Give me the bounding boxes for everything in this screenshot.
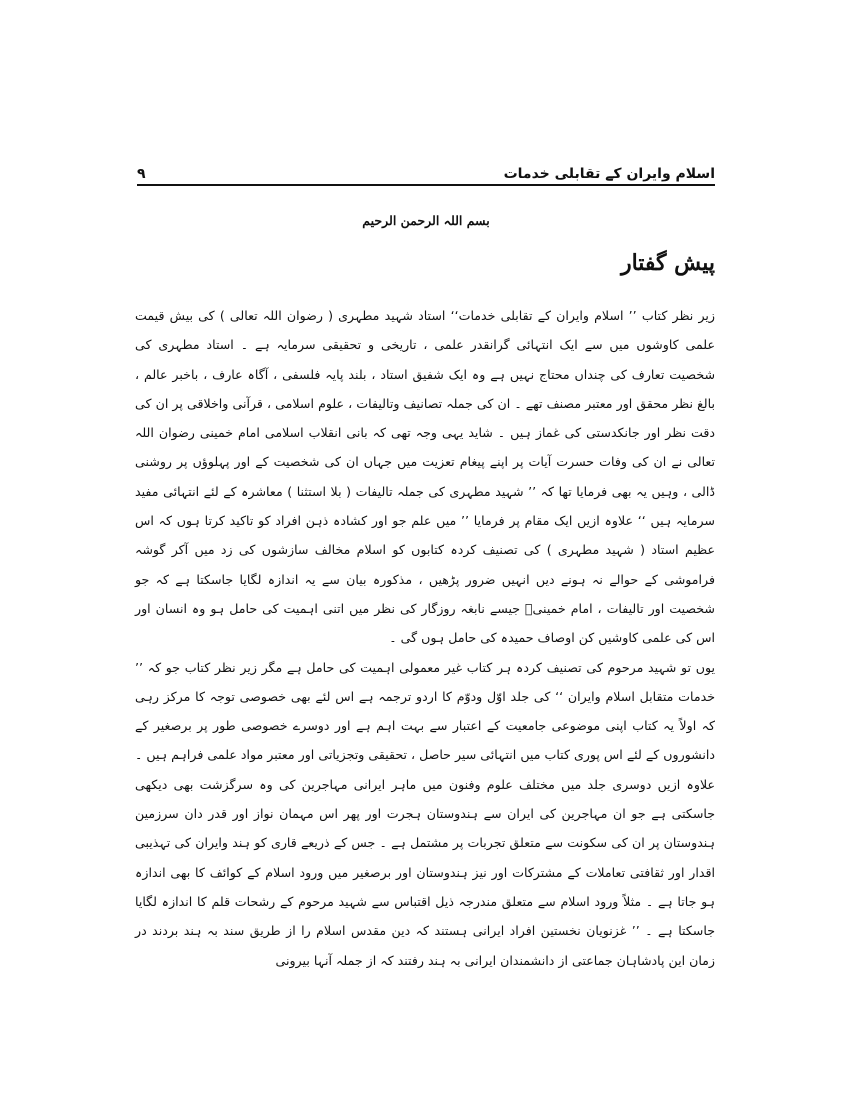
paragraph-2: یوں تو شہید مرحوم کی تصنیف کردہ ہر کتاب غیر معمولی اہمیت کی حامل ہے مگر زیر نظر کتاب جو کہ ’’ خدمات متقابل اسلام وایران ‘‘ کی جلد اوّل ودوّم کا اردو ترجمہ ہے اس لئے بھی خصوصی توجہ کا مرکز رہی کہ اولاً یہ کتاب اپنی موضوعی جامعیت کے اعتبار سے بہت اہم ہے اور دوسرے خصوصی طور پر برصغیر کے دانشوروں کے لئے اس پوری کتاب میں انتہائی سیر حاصل ، تحقیقی وتجزیاتی اور معتبر مواد علمی فراہم ہیں ۔ علاوہ ازیں دوسری جلد میں مختلف علوم وفنون میں ماہر ایرانی مہاجرین کی وہ سرگزشت بھی دیکھی جاسکتی ہے جو ان مہاجرین کی ایران سے ہندوستان ہجرت اور پھر اس مہمان نواز اور قدر دان سرزمین ہندوستان پر ان کی سکونت سے متعلق تجربات پر مشتمل ہے ۔ جس کے ذریعے قاری کو ہند وایران کی تہذیبی اقدار اور ثقافتی تعاملات کے مشترکات اور نیز ہندوستان اور برصغیر میں ورود اسلام کے کوائف کا بھی اندازہ ہو جاتا ہے ۔ مثلاً ورود اسلام سے متعلق مندرجہ ذیل اقتباس سے شہید مرحوم کے رشحات قلم کا اندازہ لگایا جاسکتا ہے ۔ ’’ غزنویان نخستین افراد ایرانی ہستند کہ دین مقدس اسلام را از طریق سند بہ ہند بردند در زمان این پادشاہان جماعتی از دانشمندان ایرانی بہ ہند رفتند کہ از جملہ آنہا بیرونی <box>135 659 715 968</box>
paragraph-1: زیر نظر کتاب ’’ اسلام وایران کے تقابلی خدمات‘‘ استاد شہید مطہری ( رضوان اللہ تعالی ) کی بیش قیمت علمی کاوشوں میں سے ایک انتہائی گرانقدر علمی ، تاریخی و تحقیقی سرمایہ ہے ۔ استاد مطہری کی شخصیت تعارف کی چنداں محتاج نہیں ہے وہ ایک شفیق استاد ، بلند پایہ فلسفی ، آگاہ عارف ، باخبر عالم ، بالغ نظر محقق اور معتبر مصنف تھے ۔ ان کی جملہ تصانیف وتالیفات ، علوم اسلامی ، قرآنی واخلاقی پر ان کی دقت نظر اور جانکدستی کی غماز ہیں ۔ شاید یہی وجہ تھی کہ بانی انقلاب اسلامی امام خمینی رضوان اللہ تعالی نے ان کی وفات حسرت آیات پر اپنے پیغام تعزیت میں جہاں ان کی شخصیت کے اور پہلوؤں پر روشنی ڈالی ، وہیں یہ بھی فرمایا تھا کہ ’’ شہید مطہری کی جملہ تالیفات ( بلا استثنا ) معاشرہ کے لئے انتہائی مفید سرمایہ ہیں ‘‘ علاوہ ازیں ایک مقام پر فرمایا ’’ میں علم جو اور کشادہ ذہن افراد کو تاکید کرتا ہوں کہ اس عظیم استاد ( شہید مطہری ) کی تصنیف کردہ کتابوں کو اسلام مخالف سازشوں کی زد میں آکر گوشہ فراموشی کے حوالے نہ ہونے دیں انہیں ضرور پڑھیں ، مذکورہ بیان سے یہ اندازہ لگایا جاسکتا ہے کہ جو شخصیت اور تالیفات ، امام خمینیؒ جیسے نابغہ روزگار کی نظر میں اتنی اہمیت کی حامل ہو وہ انسان اور اس کی علمی کاوشیں کن اوصاف حمیدہ کی حامل ہوں گی ۔ <box>135 308 715 646</box>
page-header <box>137 160 715 186</box>
running-title: اسلام وایران کے تقابلی خدمات <box>503 166 715 182</box>
bismillah: بسم اللہ الرحمن الرحیم <box>362 213 490 228</box>
page-number: ۹ <box>137 166 146 182</box>
section-heading: پیش گفتار <box>620 250 715 276</box>
body-text <box>135 301 715 975</box>
